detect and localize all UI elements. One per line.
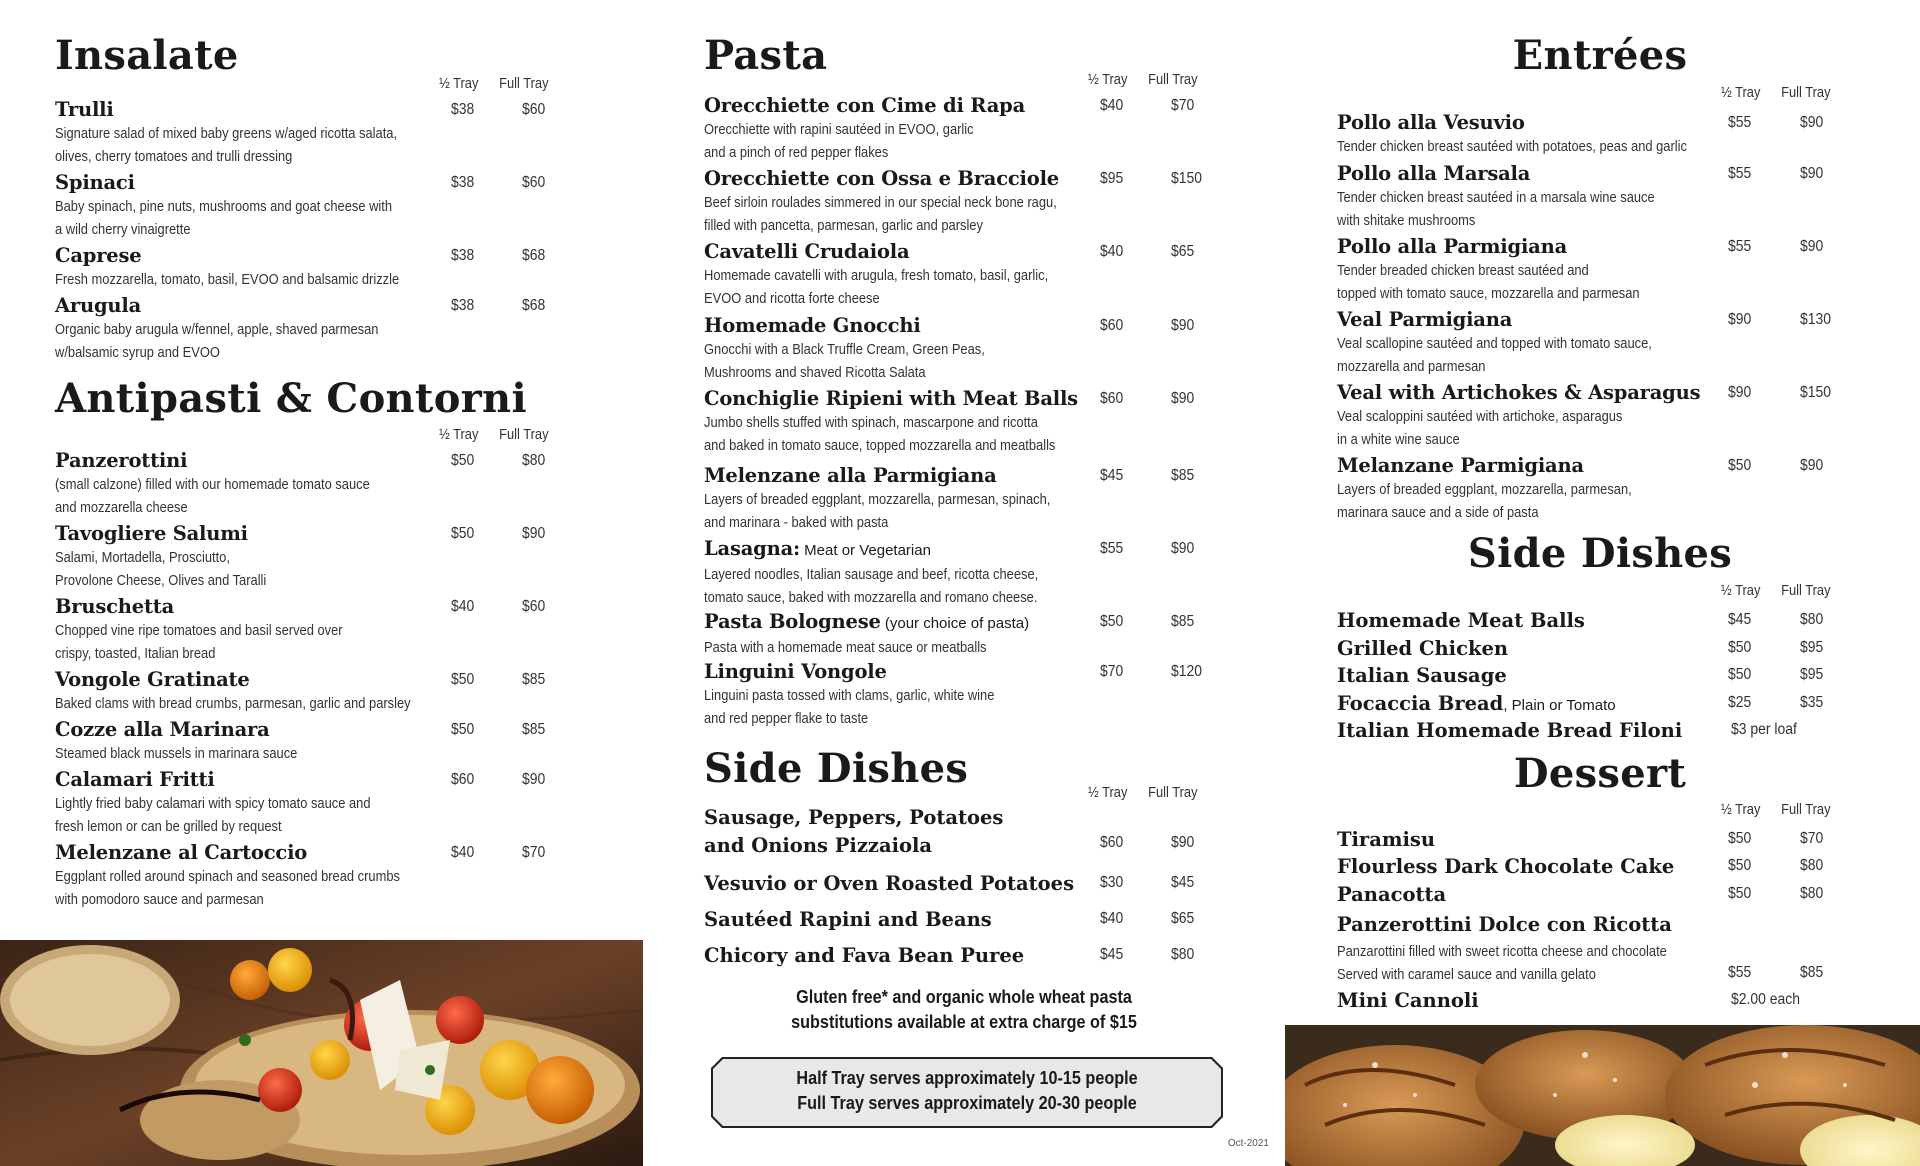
menu-item-tavogliere-salumi [55, 522, 301, 592]
side-dishes-tray-header [1721, 582, 1831, 599]
item-name [704, 167, 1114, 191]
item-name-text: Cozze alla Marinara [55, 718, 270, 741]
half-tray-price: $90 [1728, 384, 1752, 401]
menu-item-arugula [55, 294, 431, 364]
full-tray-price: $70 [1171, 97, 1195, 114]
menu-item-sauteed-rapini-and-beans [704, 906, 992, 934]
menu-item-conchiglie-ripieni-with-meat-balls [704, 387, 1113, 457]
half-tray-price: $55 [1728, 114, 1752, 131]
item-description: marinara sauce and a side of pasta [1337, 504, 1539, 521]
item-name-text: Bruschetta [55, 595, 175, 618]
item-description: Mushrooms and shaved Ricotta Salata [704, 364, 926, 381]
half-tray-label: ½ Tray [1721, 84, 1761, 101]
item-description: Layers of breaded eggplant, mozzarella, parmesan, spinach, [704, 491, 1051, 508]
tray-line-2: Full Tray serves approximately 20-30 people [797, 1093, 1137, 1113]
item-name-text: Pollo alla Parmigiana [1337, 235, 1568, 258]
side-dishes-title: Side Dishes [1467, 530, 1733, 577]
full-tray-price: $90 [1800, 238, 1824, 255]
half-tray-price: $38 [451, 297, 475, 314]
half-tray-price: $60 [451, 771, 475, 788]
half-tray-price: $40 [451, 844, 475, 861]
half-tray-label: ½ Tray [439, 426, 479, 443]
bruschetta-photo [0, 940, 643, 1166]
item-name [1337, 162, 1706, 186]
item-name-text: Veal with Artichokes & Asparagus [1337, 381, 1701, 404]
item-name-text: Trulli [55, 98, 114, 121]
entrees-title: Entrées [1512, 32, 1688, 79]
item-name-text: Vongole Gratinate [55, 668, 250, 691]
half-tray-price: $50 [1100, 613, 1124, 630]
half-tray-price: $40 [451, 598, 475, 615]
item-description: Panzarottini filled with sweet ricotta cheese and chocolate [1337, 943, 1667, 960]
half-tray-price: $60 [1100, 834, 1124, 851]
half-tray-price: $40 [1100, 97, 1124, 114]
item-name-text: Vesuvio or Oven Roasted Potatoes [704, 872, 1075, 895]
menu-item-panzerottini-dolce-con-ricotta [1337, 911, 1672, 939]
full-tray-price: $70 [1800, 830, 1824, 847]
full-tray-price: $45 [1171, 874, 1195, 891]
item-name [1337, 308, 1703, 332]
half-tray-price: $45 [1100, 467, 1124, 484]
menu-item-orecchiette-con-cime-di-rapa [704, 94, 1025, 164]
half-tray-price: $95 [1100, 170, 1124, 187]
menu-item-italian-sausage [1337, 662, 1507, 690]
item-name-text: Lasagna: [704, 537, 801, 560]
item-description: Lightly fried baby calamari with spicy tomato sauce and [55, 795, 371, 812]
item-description: Jumbo shells stuffed with spinach, mascarpone and ricotta [704, 414, 1038, 431]
full-tray-label: Full Tray [1781, 582, 1831, 599]
half-tray-price: $50 [1728, 830, 1752, 847]
menu-item-lasagna [704, 537, 1093, 609]
item-name-text: Spinaci [55, 171, 135, 194]
item-description: (small calzone) filled with our homemade tomato sauce [55, 476, 370, 493]
full-tray-label: Full Tray [1781, 84, 1831, 101]
full-tray-price: $70 [522, 844, 546, 861]
item-name [55, 522, 301, 546]
menu-item-melenzane-al-cartoccio [55, 841, 456, 911]
item-description: Tender breaded chicken breast sautéed and [1337, 262, 1589, 279]
full-tray-price: $90 [1171, 317, 1195, 334]
item-name-text: Chicory and Fava Bean Puree [704, 944, 1025, 967]
menu-item-vongole-gratinate [55, 668, 469, 715]
gluten-line-1: Gluten free* and organic whole wheat pasta [796, 987, 1132, 1007]
item-description: Fresh mozzarella, tomato, basil, EVOO and balsamic drizzle [55, 271, 400, 288]
item-description: filled with pancetta, parmesan, garlic and parsley [704, 217, 983, 234]
item-name-text: Mini Cannoli [1337, 989, 1479, 1012]
cannoli-photo [1285, 1025, 1920, 1166]
menu-item-veal-with-artichokes-asparagus [1337, 381, 1700, 451]
half-tray-price: $50 [1728, 857, 1752, 874]
item-name-text: Orecchiette con Cime di Rapa [704, 94, 1026, 117]
item-name [1337, 381, 1700, 405]
item-description: crispy, toasted, Italian bread [55, 645, 216, 662]
item-description: Chopped vine ripe tomatoes and basil served over [55, 622, 343, 639]
half-tray-price: $90 [1728, 311, 1752, 328]
full-tray-price: $130 [1800, 311, 1832, 328]
item-description: with pomodoro sauce and parmesan [55, 891, 264, 908]
item-description: Tender chicken breast sautéed with potatoes, peas and garlic [1337, 138, 1687, 155]
half-tray-price: $55 [1728, 238, 1752, 255]
item-description: Beef sirloin roulades simmered in our special neck bone ragu, [704, 194, 1057, 211]
menu-item-linguini-vongole [704, 660, 1042, 730]
full-tray-price: $85 [522, 671, 546, 688]
pasta-tray-header [1088, 71, 1198, 88]
item-note: (your choice of pasta) [880, 615, 1030, 632]
half-tray-price: $50 [451, 452, 475, 469]
full-tray-price: $85 [1171, 467, 1195, 484]
item-name [1337, 454, 1680, 478]
menu-item-sausage-peppers-potatoes [704, 804, 1003, 860]
item-description: a wild cherry vinaigrette [55, 221, 191, 238]
right-column [1285, 0, 1920, 1166]
full-tray-price: $120 [1171, 663, 1203, 680]
item-name-text: Tavogliere Salumi [55, 522, 248, 545]
item-name [704, 537, 1093, 563]
half-tray-price: $25 [1728, 694, 1752, 711]
item-name-text: Pollo alla Vesuvio [1337, 111, 1525, 134]
full-tray-price: $68 [522, 247, 546, 264]
menu-item-pollo-alla-marsala [1337, 162, 1706, 232]
menu-item-bruschetta [55, 595, 389, 665]
menu-item-calamari-fritti [55, 768, 422, 838]
item-description: Served with caramel sauce and vanilla gelato [1337, 966, 1596, 983]
full-tray-label: Full Tray [1781, 801, 1831, 818]
menu-item-orecchiette-con-ossa-e-bracciole [704, 167, 1114, 237]
full-tray-price: $90 [1171, 390, 1195, 407]
full-tray-price: $35 [1800, 694, 1824, 711]
menu-item-panacotta [1337, 881, 1446, 909]
menu-item-pollo-alla-parmigiana [1337, 235, 1689, 305]
menu-item-pasta-bolognese [704, 610, 1033, 659]
item-description: fresh lemon or can be grilled by request [55, 818, 282, 835]
item-name [704, 314, 1031, 338]
item-description: Layers of breaded eggplant, mozzarella, parmesan, [1337, 481, 1632, 498]
half-tray-price: $38 [451, 174, 475, 191]
menu-item-melenzane-alla-parmigiana [704, 464, 1107, 534]
item-description: Pasta with a homemade meat sauce or meatballs [704, 639, 987, 656]
item-name-text: Flourless Dark Chocolate Cake [1337, 855, 1675, 878]
half-tray-price: $40 [1100, 243, 1124, 260]
menu-item-melanzane-parmigiana [1337, 454, 1680, 524]
item-name [704, 94, 1025, 118]
full-tray-label: Full Tray [499, 426, 549, 443]
dessert-title: Dessert [1513, 750, 1687, 797]
menu-item-italian-homemade-bread-filoni [1337, 717, 1682, 745]
full-tray-label: Full Tray [499, 75, 549, 92]
insalate-title: Insalate [55, 32, 239, 79]
half-tray-label: ½ Tray [1721, 582, 1761, 599]
item-name [55, 294, 431, 318]
full-tray-price: $95 [1800, 666, 1824, 683]
half-tray-price: $50 [1728, 666, 1752, 683]
item-name [704, 464, 1107, 488]
full-tray-price: $80 [1800, 611, 1824, 628]
menu-item-cavatelli-crudaiola [704, 240, 1104, 310]
item-name-text: Grilled Chicken [1337, 637, 1509, 660]
half-tray-price: $40 [1100, 910, 1124, 927]
item-description: Eggplant rolled around spinach and seasoned bread crumbs [55, 868, 400, 885]
item-description: and mozzarella cheese [55, 499, 188, 516]
full-tray-price: $65 [1171, 243, 1195, 260]
full-tray-price: $90 [522, 771, 546, 788]
pasta-title: Pasta [704, 32, 828, 79]
menu-item-cozze-alla-marinara [55, 718, 337, 765]
item-name [704, 660, 1042, 684]
full-tray-price: $95 [1800, 639, 1824, 656]
item-name [704, 387, 1113, 411]
item-description: Signature salad of mixed baby greens w/aged ricotta salata, [55, 125, 398, 142]
item-name-text: Homemade Gnocchi [704, 314, 921, 337]
full-tray-price: $90 [1171, 834, 1195, 851]
pasta-sides-tray-header [1088, 784, 1198, 801]
full-tray-price: $90 [1800, 114, 1824, 131]
item-description: and red pepper flake to taste [704, 710, 869, 727]
menu-item-panzerottini [55, 449, 421, 519]
full-tray-price: $150 [1800, 384, 1832, 401]
half-tray-price: $50 [451, 671, 475, 688]
item-description: in a white wine sauce [1337, 431, 1460, 448]
item-name-text: Italian Sausage [1337, 664, 1507, 687]
item-description: and a pinch of red pepper flakes [704, 144, 889, 161]
half-tray-label: ½ Tray [439, 75, 479, 92]
menu-item-mini-cannoli [1337, 987, 1479, 1015]
item-name [704, 610, 1033, 636]
item-description: Salami, Mortadella, Prosciutto, [55, 549, 230, 566]
entrees-tray-header [1721, 84, 1831, 101]
half-tray-price: $30 [1100, 874, 1124, 891]
item-name-text: Pasta Bolognese [704, 610, 881, 633]
item-name-text: Melanzane Parmigiana [1337, 454, 1584, 477]
item-description: Gnocchi with a Black Truffle Cream, Green Peas, [704, 341, 985, 358]
menu-item-chicory-and-fava-bean-puree [704, 942, 1024, 970]
insalate-tray-header [439, 75, 549, 92]
item-name [55, 668, 469, 692]
item-name-text: Italian Homemade Bread Filoni [1337, 719, 1683, 742]
half-tray-price: $60 [1100, 317, 1124, 334]
item-name [1337, 111, 1744, 135]
item-name-line-2: and Onions Pizzaiola [704, 834, 933, 857]
menu-item-focaccia-bread [1337, 690, 1616, 720]
item-description: Baked clams with bread crumbs, parmesan, garlic and parsley [55, 695, 411, 712]
half-tray-price: $2.00 each [1731, 991, 1801, 1008]
half-tray-label: ½ Tray [1721, 801, 1761, 818]
half-tray-price: $45 [1728, 611, 1752, 628]
full-tray-price: $90 [1800, 165, 1824, 182]
item-description: Tender chicken breast sautéed in a marsala wine sauce [1337, 189, 1655, 206]
menu-item-grilled-chicken [1337, 635, 1508, 663]
menu-item-veal-parmigiana [1337, 308, 1703, 378]
left-column [0, 0, 643, 1166]
gluten-line-2: substitutions available at extra charge of $15 [791, 1012, 1137, 1032]
item-name-text: Linguini Vongole [704, 660, 887, 683]
full-tray-price: $60 [522, 174, 546, 191]
full-tray-price: $65 [1171, 910, 1195, 927]
full-tray-label: Full Tray [1148, 71, 1198, 88]
item-name [55, 718, 337, 742]
item-description: Provolone Cheese, Olives and Taralli [55, 572, 267, 589]
full-tray-price: $85 [1171, 613, 1195, 630]
gluten-free-note [675, 985, 1253, 1035]
menu-item-tiramisu [1337, 826, 1435, 854]
half-tray-label: ½ Tray [1088, 784, 1128, 801]
half-tray-price: $55 [1100, 540, 1124, 557]
item-name-text: Arugula [55, 294, 142, 317]
item-name-text: Focaccia Bread [1337, 692, 1504, 715]
full-tray-price: $85 [1800, 964, 1824, 981]
menu-item-homemade-gnocchi [704, 314, 1031, 384]
full-tray-price: $90 [1171, 540, 1195, 557]
item-description: with shitake mushrooms [1337, 212, 1476, 229]
half-tray-price: $50 [451, 721, 475, 738]
half-tray-price: $3 per loaf [1731, 721, 1797, 738]
item-description: Linguini pasta tossed with clams, garlic, white wine [704, 687, 995, 704]
half-tray-price: $60 [1100, 390, 1124, 407]
antipasti-tray-header [439, 426, 549, 443]
item-description: Layered noodles, Italian sausage and beef, ricotta cheese, [704, 566, 1039, 583]
item-name-text: Melenzane al Cartoccio [55, 841, 308, 864]
item-name-text: Orecchiette con Ossa e Bracciole [704, 167, 1059, 190]
half-tray-price: $38 [451, 101, 475, 118]
item-description: tomato sauce, baked with mozzarella and romano cheese. [704, 589, 1038, 606]
item-name-text: Homemade Meat Balls [1337, 609, 1585, 632]
item-name [55, 98, 453, 122]
half-tray-price: $50 [1728, 885, 1752, 902]
full-tray-price: $80 [1800, 885, 1824, 902]
item-name-text: Tiramisu [1337, 828, 1436, 851]
item-name [55, 449, 421, 473]
item-name-text: Calamari Fritti [55, 768, 215, 791]
item-note: Meat or Vegetarian [800, 542, 931, 559]
item-name-text: Veal Parmigiana [1337, 308, 1513, 331]
item-name [55, 171, 447, 195]
item-name [55, 244, 455, 268]
half-tray-price: $70 [1100, 663, 1124, 680]
item-description: and baked in tomato sauce, topped mozzarella and meatballs [704, 437, 1056, 454]
item-name-text: Panzerottini Dolce con Ricotta [1337, 913, 1672, 936]
full-tray-price: $85 [522, 721, 546, 738]
cannoli-photo-icon [1285, 1025, 1920, 1166]
full-tray-price: $68 [522, 297, 546, 314]
full-tray-price: $60 [522, 598, 546, 615]
item-description: mozzarella and parmesan [1337, 358, 1486, 375]
half-tray-price: $50 [1728, 639, 1752, 656]
item-description: Steamed black mussels in marinara sauce [55, 745, 298, 762]
full-tray-price: $150 [1171, 170, 1203, 187]
item-name [55, 768, 422, 792]
item-description: Orecchiette with rapini sautéed in EVOO, garlic [704, 121, 974, 138]
pasta-sides-title: Side Dishes [704, 745, 969, 792]
bruschetta-photo-icon [0, 940, 643, 1166]
half-tray-price: $50 [1728, 457, 1752, 474]
full-tray-price: $80 [1800, 857, 1824, 874]
item-description: w/balsamic syrup and EVOO [55, 344, 220, 361]
tray-line-1: Half Tray serves approximately 10-15 people [796, 1068, 1138, 1088]
item-description: olives, cherry tomatoes and trulli dressing [55, 148, 293, 165]
menu-item-spinaci [55, 171, 447, 241]
antipasti-title: Antipasti & Contorni [55, 375, 527, 422]
full-tray-price: $80 [522, 452, 546, 469]
middle-column [643, 0, 1285, 1166]
half-tray-label: ½ Tray [1088, 71, 1128, 88]
item-note: , Plain or Tomato [1503, 697, 1616, 714]
item-description: Organic baby arugula w/fennel, apple, shaved parmesan [55, 321, 379, 338]
full-tray-label: Full Tray [1148, 784, 1198, 801]
dessert-tray-header [1721, 801, 1831, 818]
half-tray-price: $50 [451, 525, 475, 542]
menu-item-caprese [55, 244, 455, 291]
half-tray-price: $55 [1728, 165, 1752, 182]
item-description: Homemade cavatelli with arugula, fresh tomato, basil, garlic, [704, 267, 1049, 284]
menu-item-pollo-alla-vesuvio [1337, 111, 1744, 158]
date-stamp: Oct-2021 [1227, 1138, 1269, 1149]
item-name-text: Cavatelli Crudaiola [704, 240, 910, 263]
item-description: Baby spinach, pine nuts, mushrooms and goat cheese with [55, 198, 393, 215]
item-name-text: Sautéed Rapini and Beans [704, 908, 992, 931]
item-name [55, 595, 389, 619]
tray-info-text [738, 1066, 1195, 1116]
half-tray-price: $55 [1728, 964, 1752, 981]
item-name-text: Sausage, Peppers, Potatoes [704, 806, 1004, 829]
full-tray-price: $90 [522, 525, 546, 542]
menu-item-vesuvio-or-oven-roasted-potatoes [704, 870, 1074, 898]
item-description: topped with tomato sauce, mozzarella and parmesan [1337, 285, 1640, 302]
item-name [704, 240, 1104, 264]
half-tray-price: $45 [1100, 946, 1124, 963]
full-tray-price: $90 [1800, 457, 1824, 474]
full-tray-price: $80 [1171, 946, 1195, 963]
item-name [55, 841, 456, 865]
half-tray-price: $38 [451, 247, 475, 264]
full-tray-price: $60 [522, 101, 546, 118]
item-description: Veal scallopine sautéed and topped with tomato sauce, [1337, 335, 1652, 352]
item-name [1337, 235, 1689, 259]
item-name-text: Melenzane alla Parmigiana [704, 464, 997, 487]
item-description: Veal scaloppini sautéed with artichoke, asparagus [1337, 408, 1623, 425]
menu-item-flourless-dark-chocolate-cake [1337, 853, 1674, 881]
item-name-text: Panzerottini [55, 449, 188, 472]
item-name-text: Pollo alla Marsala [1337, 162, 1531, 185]
item-description: and marinara - baked with pasta [704, 514, 889, 531]
menu-item-trulli [55, 98, 453, 168]
item-name-text: Caprese [55, 244, 142, 267]
menu-item-homemade-meat-balls [1337, 607, 1585, 635]
item-description: EVOO and ricotta forte cheese [704, 290, 880, 307]
item-name-text: Conchiglie Ripieni with Meat Balls [704, 387, 1078, 410]
item-name-text: Panacotta [1337, 883, 1447, 906]
